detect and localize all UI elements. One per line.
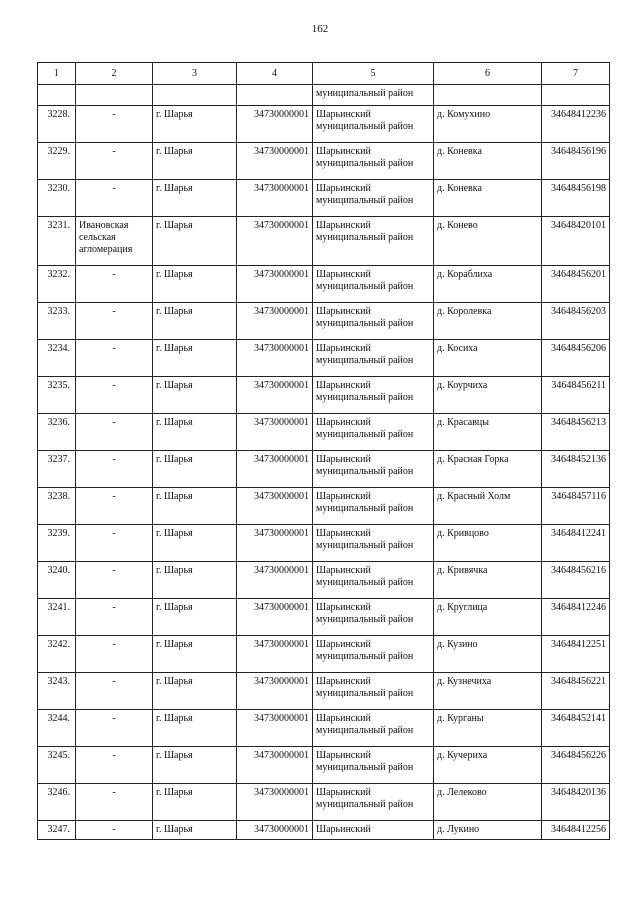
cell-settlement: д. Курганы [434, 710, 542, 747]
cell-settlement-code: 34648412246 [542, 599, 610, 636]
cell-district: Шарьинский муниципальный район [313, 599, 434, 636]
cell-city-code: 34730000001 [237, 747, 313, 784]
cell-agglomeration: - [76, 636, 153, 673]
cell-city: г. Шарья [153, 821, 237, 840]
cell-city-code: 34730000001 [237, 525, 313, 562]
cell-settlement-code: 34648456198 [542, 180, 610, 217]
cell-number: 3230. [38, 180, 76, 217]
cell-settlement: д. Коневка [434, 180, 542, 217]
table-row [38, 106, 610, 143]
cell-agglomeration: - [76, 821, 153, 840]
cell-district: Шарьинский муниципальный район [313, 673, 434, 710]
cell-number: 3228. [38, 106, 76, 143]
cell-number: 3232. [38, 266, 76, 303]
settlements-table [37, 62, 610, 840]
table-row [38, 377, 610, 414]
cell-district: Шарьинский муниципальный район [313, 414, 434, 451]
cell-agglomeration: - [76, 710, 153, 747]
cell-number: 3231. [38, 217, 76, 266]
cell-agglomeration: - [76, 414, 153, 451]
cell-district: Шарьинский муниципальный район [313, 488, 434, 525]
cell-city-code: 34730000001 [237, 673, 313, 710]
cell-city: г. Шарья [153, 525, 237, 562]
cell-city-code: 34730000001 [237, 180, 313, 217]
table-row [38, 747, 610, 784]
cell-city-code: 34730000001 [237, 710, 313, 747]
cell-settlement-code: 34648420136 [542, 784, 610, 821]
table-row [38, 143, 610, 180]
cell-agglomeration: - [76, 451, 153, 488]
cell-number: 3247. [38, 821, 76, 840]
cell-city-code: 34730000001 [237, 106, 313, 143]
cell-district: Шарьинский муниципальный район [313, 106, 434, 143]
cell-settlement: д. Кораблиха [434, 266, 542, 303]
cell-agglomeration: - [76, 599, 153, 636]
column-header-3: 3 [153, 63, 237, 85]
cell-city-code: 34730000001 [237, 488, 313, 525]
cell-city-code: 34730000001 [237, 562, 313, 599]
cell-settlement-code: 34648456196 [542, 143, 610, 180]
cell-settlement-code: 34648452141 [542, 710, 610, 747]
cell-city: г. Шарья [153, 106, 237, 143]
cell-agglomeration: Ивановская сельская агломерация [76, 217, 153, 266]
column-header-7: 7 [542, 63, 610, 85]
cell-agglomeration: - [76, 562, 153, 599]
cell-settlement: д. Кузино [434, 636, 542, 673]
cell-agglomeration: - [76, 180, 153, 217]
cell-agglomeration: - [76, 106, 153, 143]
cell-number: 3239. [38, 525, 76, 562]
cell-city-code: 34730000001 [237, 414, 313, 451]
cell-number: 3242. [38, 636, 76, 673]
cell-city-code: 34730000001 [237, 377, 313, 414]
table-row [38, 636, 610, 673]
cell-city: г. Шарья [153, 143, 237, 180]
cell-number: 3243. [38, 673, 76, 710]
cell-number: 3234. [38, 340, 76, 377]
cell-district: Шарьинский муниципальный район [313, 180, 434, 217]
cell-number: 3245. [38, 747, 76, 784]
cell-settlement-code: 34648456203 [542, 303, 610, 340]
table-row [38, 340, 610, 377]
cell-city-code: 34730000001 [237, 451, 313, 488]
cell-agglomeration [76, 85, 153, 106]
cell-settlement-code: 34648456221 [542, 673, 610, 710]
cell-settlement: д. Кривячка [434, 562, 542, 599]
cell-settlement-code: 34648420101 [542, 217, 610, 266]
cell-city: г. Шарья [153, 747, 237, 784]
cell-settlement: д. Кривцово [434, 525, 542, 562]
cell-city-code: 34730000001 [237, 636, 313, 673]
cell-agglomeration: - [76, 143, 153, 180]
table-row [38, 784, 610, 821]
cell-settlement-code: 34648412241 [542, 525, 610, 562]
table-row [38, 562, 610, 599]
cell-settlement: д. Коурчиха [434, 377, 542, 414]
cell-city-code: 34730000001 [237, 303, 313, 340]
cell-district: Шарьинский муниципальный район [313, 451, 434, 488]
cell-settlement-code [542, 85, 610, 106]
cell-agglomeration: - [76, 303, 153, 340]
cell-number: 3241. [38, 599, 76, 636]
cell-district: Шарьинский муниципальный район [313, 710, 434, 747]
cell-city: г. Шарья [153, 266, 237, 303]
table-row [38, 599, 610, 636]
continuation-row [38, 85, 610, 106]
column-header-5: 5 [313, 63, 434, 85]
cell-settlement: д. Красная Горка [434, 451, 542, 488]
cell-settlement: д. Конево [434, 217, 542, 266]
table-row [38, 488, 610, 525]
cell-settlement-code: 34648456206 [542, 340, 610, 377]
cell-settlement: д. Коневка [434, 143, 542, 180]
cell-agglomeration: - [76, 488, 153, 525]
table-row [38, 217, 610, 266]
cell-district: Шарьинский муниципальный район [313, 525, 434, 562]
column-header-4: 4 [237, 63, 313, 85]
cell-number: 3233. [38, 303, 76, 340]
table-row [38, 303, 610, 340]
cell-settlement: д. Лелеково [434, 784, 542, 821]
table-body [38, 85, 610, 840]
cell-settlement: д. Круглица [434, 599, 542, 636]
cell-agglomeration: - [76, 340, 153, 377]
cell-city-code: 34730000001 [237, 340, 313, 377]
cell-settlement-code: 34648456213 [542, 414, 610, 451]
cell-settlement: д. Лукино [434, 821, 542, 840]
cell-district: Шарьинский [313, 821, 434, 840]
cell-city [153, 85, 237, 106]
cell-city: г. Шарья [153, 562, 237, 599]
cell-settlement-code: 34648456211 [542, 377, 610, 414]
cell-city-code: 34730000001 [237, 266, 313, 303]
cell-city-code [237, 85, 313, 106]
cell-city: г. Шарья [153, 217, 237, 266]
cell-settlement-code: 34648456216 [542, 562, 610, 599]
cell-number: 3229. [38, 143, 76, 180]
table-row [38, 710, 610, 747]
cell-city: г. Шарья [153, 377, 237, 414]
table-row [38, 821, 610, 840]
cell-settlement-code: 34648456201 [542, 266, 610, 303]
cell-city: г. Шарья [153, 636, 237, 673]
cell-city: г. Шарья [153, 340, 237, 377]
column-header-6: 6 [434, 63, 542, 85]
cell-settlement-code: 34648412236 [542, 106, 610, 143]
page-number: 162 [311, 23, 329, 35]
cell-city-code: 34730000001 [237, 599, 313, 636]
cell-number: 3235. [38, 377, 76, 414]
cell-city: г. Шарья [153, 488, 237, 525]
cell-settlement: д. Красавцы [434, 414, 542, 451]
cell-settlement-code: 34648452136 [542, 451, 610, 488]
table-row [38, 525, 610, 562]
cell-city-code: 34730000001 [237, 143, 313, 180]
cell-agglomeration: - [76, 784, 153, 821]
cell-number: 3246. [38, 784, 76, 821]
cell-number: 3237. [38, 451, 76, 488]
cell-city-code: 34730000001 [237, 784, 313, 821]
cell-number [38, 85, 76, 106]
cell-city: г. Шарья [153, 784, 237, 821]
cell-city: г. Шарья [153, 303, 237, 340]
cell-number: 3236. [38, 414, 76, 451]
table-row [38, 180, 610, 217]
cell-settlement: д. Королевка [434, 303, 542, 340]
cell-agglomeration: - [76, 747, 153, 784]
cell-district: Шарьинский муниципальный район [313, 143, 434, 180]
cell-settlement-code: 34648412251 [542, 636, 610, 673]
cell-district: Шарьинский муниципальный район [313, 340, 434, 377]
cell-settlement: д. Косиха [434, 340, 542, 377]
table-row [38, 451, 610, 488]
column-header-1: 1 [38, 63, 76, 85]
table-row [38, 673, 610, 710]
cell-city: г. Шарья [153, 599, 237, 636]
cell-city-code: 34730000001 [237, 821, 313, 840]
cell-city: г. Шарья [153, 710, 237, 747]
cell-agglomeration: - [76, 266, 153, 303]
cell-city: г. Шарья [153, 673, 237, 710]
cell-city: г. Шарья [153, 180, 237, 217]
cell-number: 3244. [38, 710, 76, 747]
cell-district: Шарьинский муниципальный район [313, 217, 434, 266]
cell-agglomeration: - [76, 377, 153, 414]
cell-district: Шарьинский муниципальный район [313, 266, 434, 303]
cell-settlement-code: 34648456226 [542, 747, 610, 784]
cell-city: г. Шарья [153, 451, 237, 488]
cell-city: г. Шарья [153, 414, 237, 451]
cell-settlement [434, 85, 542, 106]
table-row [38, 414, 610, 451]
cell-number: 3240. [38, 562, 76, 599]
cell-settlement: д. Красный Холм [434, 488, 542, 525]
cell-district: Шарьинский муниципальный район [313, 636, 434, 673]
cell-number: 3238. [38, 488, 76, 525]
cell-agglomeration: - [76, 525, 153, 562]
cell-settlement-code: 34648457116 [542, 488, 610, 525]
cell-district: Шарьинский муниципальный район [313, 562, 434, 599]
cell-settlement: д. Кузнечиха [434, 673, 542, 710]
cell-district: Шарьинский муниципальный район [313, 377, 434, 414]
cell-district: муниципальный район [313, 85, 434, 106]
cell-district: Шарьинский муниципальный район [313, 303, 434, 340]
column-header-2: 2 [76, 63, 153, 85]
cell-district: Шарьинский муниципальный район [313, 747, 434, 784]
cell-city-code: 34730000001 [237, 217, 313, 266]
cell-settlement-code: 34648412256 [542, 821, 610, 840]
cell-district: Шарьинский муниципальный район [313, 784, 434, 821]
cell-settlement: д. Кучериха [434, 747, 542, 784]
header-row [38, 63, 610, 85]
cell-agglomeration: - [76, 673, 153, 710]
cell-settlement: д. Комухино [434, 106, 542, 143]
table-row [38, 266, 610, 303]
